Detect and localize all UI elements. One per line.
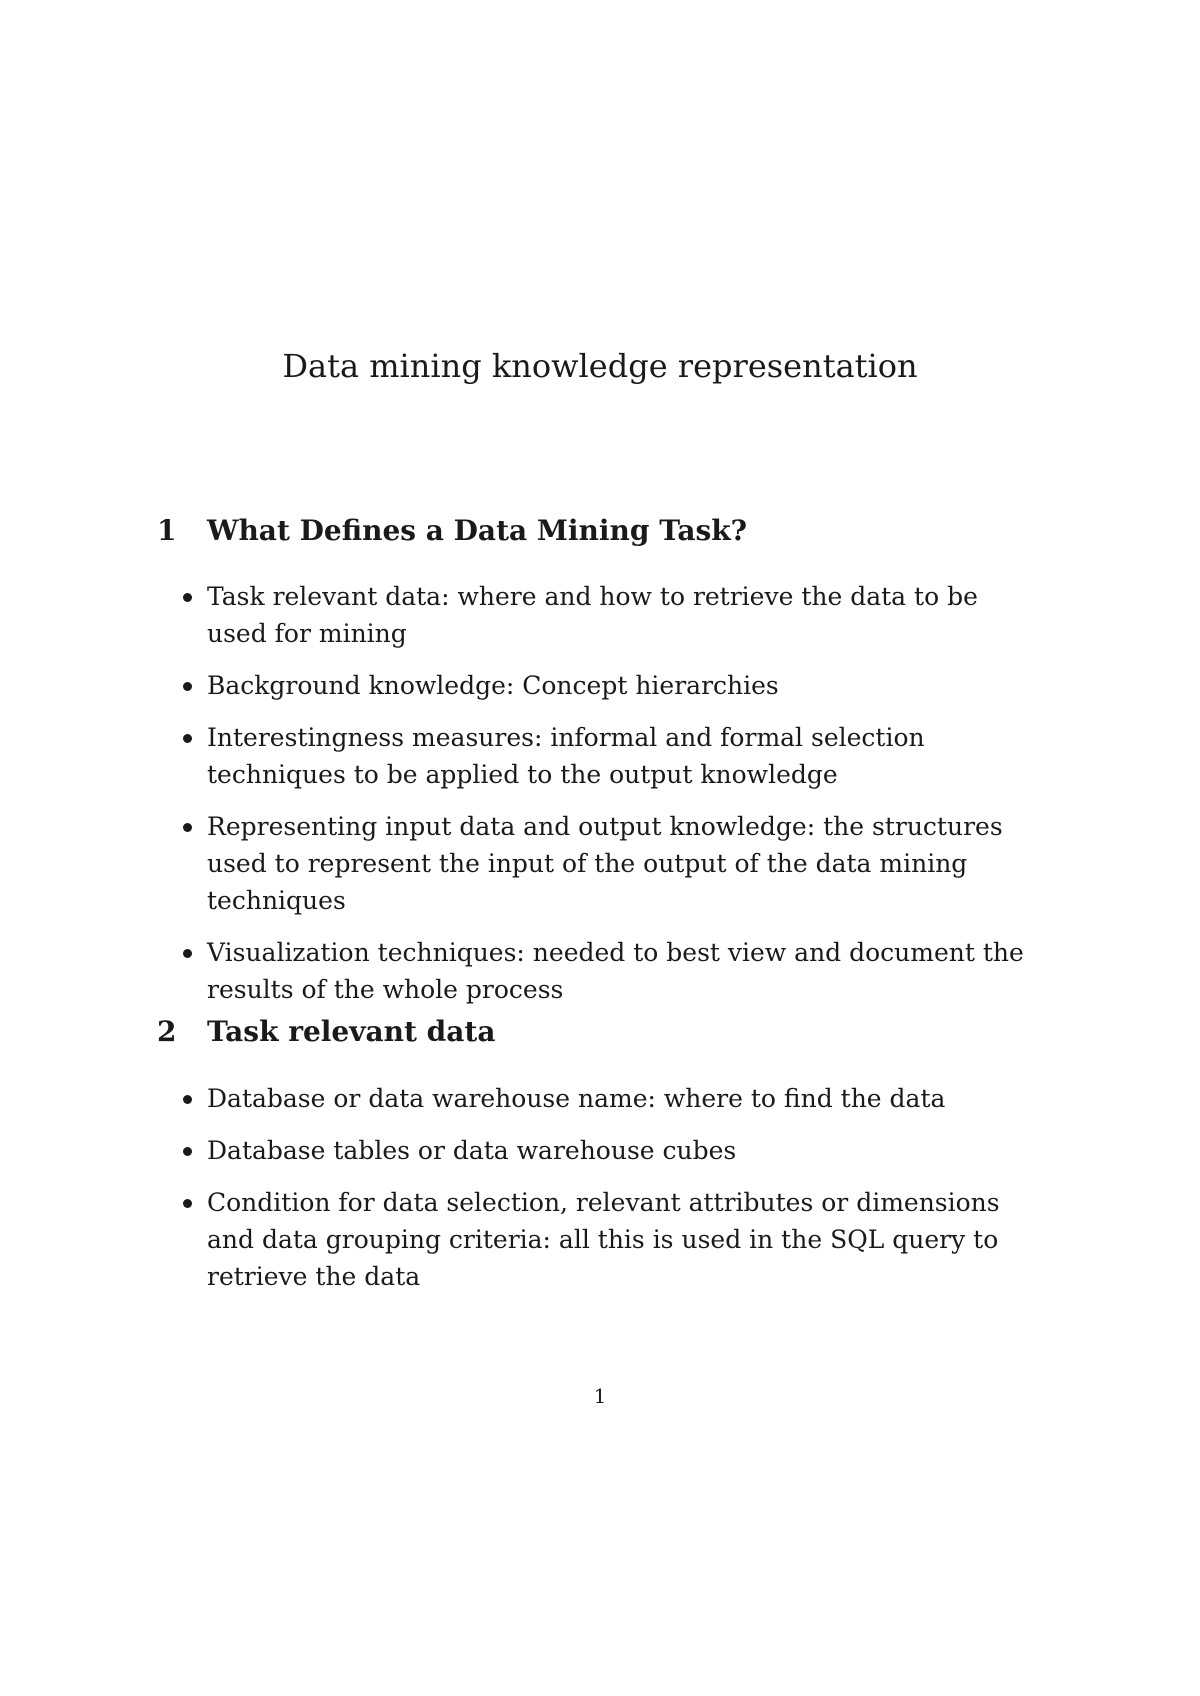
- page-number: 1: [593, 1384, 607, 1408]
- list-item-text: Database or data warehouse name: where to find the data: [207, 1084, 946, 1113]
- list-item-text: Visualization techniques: needed to best view and document the results of the whole process: [207, 938, 1024, 1004]
- bullet-icon: [183, 1095, 192, 1104]
- bullet-icon: [183, 593, 192, 602]
- bullet-list-section-1: [181, 578, 1038, 1023]
- list-item: [181, 934, 1038, 1008]
- list-item-text: Database tables or data warehouse cubes: [207, 1136, 737, 1165]
- section-heading-2: [157, 1015, 1057, 1049]
- list-item: [181, 667, 1038, 704]
- bullet-icon: [183, 682, 192, 691]
- section-number: 2: [157, 1015, 177, 1048]
- bullet-icon: [183, 949, 192, 958]
- section-title: Task relevant data: [207, 1015, 496, 1048]
- list-item: [181, 719, 1038, 793]
- bullet-icon: [183, 1199, 192, 1208]
- section-heading-1: [157, 514, 1057, 548]
- bullet-list-section-2: [181, 1080, 1038, 1310]
- section-title: What Defines a Data Mining Task?: [207, 514, 748, 547]
- list-item: [181, 1080, 1038, 1117]
- section-number: 1: [157, 514, 177, 547]
- list-item-text: Representing input data and output knowledge: the structures used to represent the input of the output of the data mining techniques: [207, 812, 1003, 915]
- list-item-text: Background knowledge: Concept hierarchies: [207, 671, 779, 700]
- list-item: [181, 1132, 1038, 1169]
- list-item: [181, 1184, 1038, 1295]
- bullet-icon: [183, 1147, 192, 1156]
- list-item-text: Condition for data selection, relevant attributes or dimensions and data grouping criteria: all this is used in the SQL query to retrieve the data: [207, 1188, 1000, 1291]
- list-item: [181, 578, 1038, 652]
- document-title: Data mining knowledge representation: [282, 347, 918, 385]
- list-item-text: Interestingness measures: informal and formal selection techniques to be applied to the output knowledge: [207, 723, 925, 789]
- list-item-text: Task relevant data: where and how to retrieve the data to be used for mining: [207, 582, 978, 648]
- bullet-icon: [183, 734, 192, 743]
- list-item: [181, 808, 1038, 919]
- bullet-icon: [183, 823, 192, 832]
